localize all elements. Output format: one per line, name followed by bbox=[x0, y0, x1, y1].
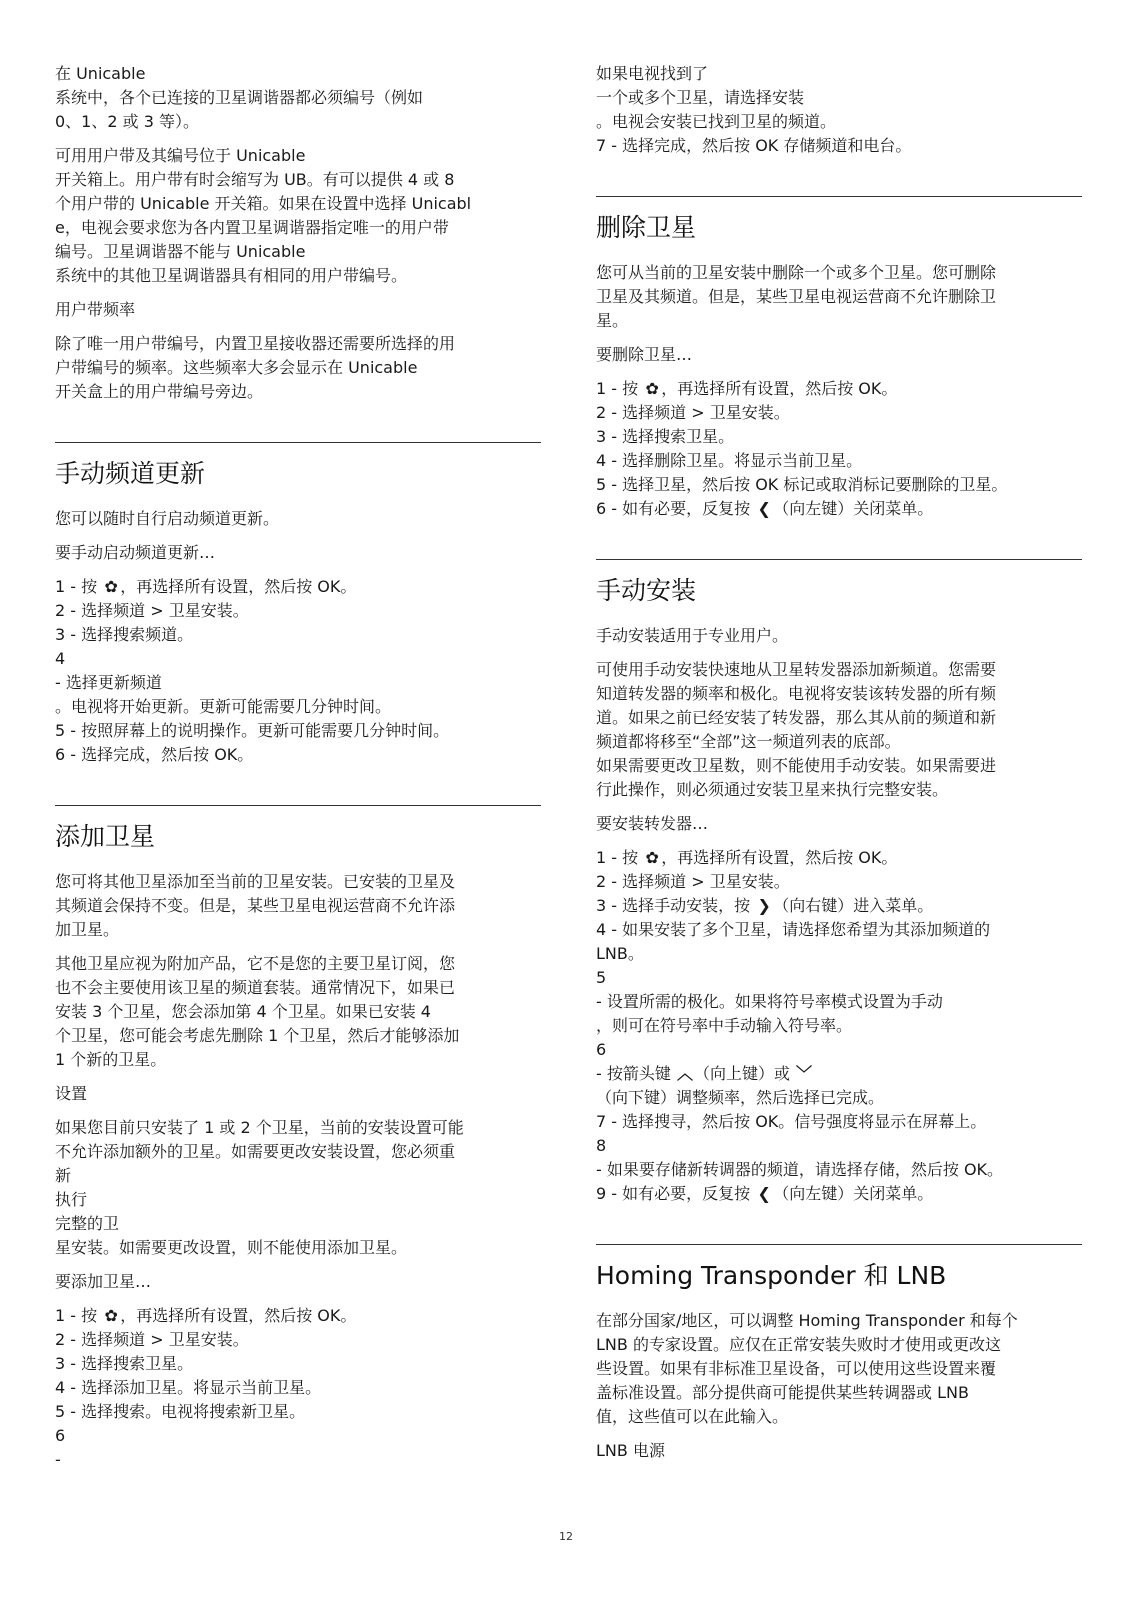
intro-line: 个用户带的 Unicable 开关箱。如果在设置中选择 Unicabl bbox=[55, 194, 472, 213]
step: 3 - 选择手动安装，按 ❯ （向右键）进入菜单。 bbox=[596, 894, 1082, 918]
page-number: 12 bbox=[559, 1530, 573, 1543]
paragraph-line: 道。如果之前已经安装了转发器，那么其从前的频道和新 bbox=[596, 708, 997, 727]
paragraph-line: 您可将其他卫星添加至当前的卫星安装。已安装的卫星及 bbox=[55, 872, 456, 891]
right-column bbox=[596, 62, 1082, 1463]
paragraph-line: 不允许添加额外的卫星。如需要更改安装设置，您必须重 bbox=[55, 1142, 456, 1161]
paragraph-line: 行此操作，则必须通过安装卫星来执行完整安装。 bbox=[596, 780, 949, 799]
paragraph-line: 加卫星。 bbox=[55, 920, 120, 939]
step: 5 - 按照屏幕上的说明操作。更新可能需要几分钟时间。 bbox=[55, 721, 450, 740]
step: 6 - 如有必要，反复按 ❮ （向左键）关闭菜单。 bbox=[596, 497, 1082, 521]
paragraph-line: 您可从当前的卫星安装中删除一个或多个卫星。您可删除 bbox=[596, 263, 997, 282]
step: 2 - 选择频道 > 卫星安装。 bbox=[55, 1330, 249, 1349]
paragraph-line: 星安装。如需要更改设置，则不能使用添加卫星。 bbox=[55, 1238, 408, 1257]
paragraph-line: 其他卫星应视为附加产品，它不是您的主要卫星订阅，您 bbox=[55, 954, 456, 973]
paragraph-line: 盖标准设置。部分提供商可能提供某些转调器或 LNB bbox=[596, 1383, 969, 1402]
step: 1 - 按 ✿ ，再选择所有设置，然后按 OK。 bbox=[596, 846, 1082, 870]
intro-line: 系统中，各个已连接的卫星调谐器都必须编号（例如 bbox=[55, 88, 424, 107]
step: 4 - 如果安装了多个卫星，请选择您希望为其添加频道的 bbox=[596, 920, 991, 939]
intro-line: 开关盒上的用户带编号旁边。 bbox=[55, 382, 264, 401]
paragraph-line: 安装 3 个卫星，您会添加第 4 个卫星。如果已安装 4 bbox=[55, 1002, 431, 1021]
step: 3 - 选择搜索卫星。 bbox=[55, 1354, 194, 1373]
intro-line: 户带编号的频率。这些频率大多会显示在 Unicable bbox=[55, 358, 418, 377]
paragraph: 要添加卫星… bbox=[55, 1272, 152, 1291]
section-manual-update bbox=[55, 442, 541, 767]
section-title: 手动频道更新 bbox=[55, 459, 206, 488]
intro-line: 编号。卫星调谐器不能与 Unicable bbox=[55, 242, 306, 261]
paragraph: 要安装转发器… bbox=[596, 814, 709, 833]
intro-line: 一个或多个卫星，请选择安装 bbox=[596, 88, 805, 107]
paragraph: 要删除卫星… bbox=[596, 345, 693, 364]
intro-line: 系统中的其他卫星调谐器具有相同的用户带编号。 bbox=[55, 266, 408, 285]
step: 6 bbox=[55, 1426, 66, 1445]
step: 8 bbox=[596, 1136, 607, 1155]
step: 3 - 选择搜索频道。 bbox=[55, 625, 194, 644]
paragraph-line: 执行 bbox=[55, 1190, 88, 1209]
chevron-left-icon: ❮ bbox=[757, 1184, 771, 1203]
section-homing-transponder bbox=[596, 1244, 1082, 1463]
chevron-left-icon: ❮ bbox=[757, 499, 771, 518]
settings-icon: ✿ bbox=[645, 848, 659, 867]
step: 1 - 按 ✿ ，再选择所有设置，然后按 OK。 bbox=[55, 1304, 541, 1328]
intro-line: 可用用户带及其编号位于 Unicable bbox=[55, 146, 306, 165]
intro-line: e，电视会要求您为各内置卫星调谐器指定唯一的用户带 bbox=[55, 218, 449, 237]
step: - 如果要存储新转调器的频道，请选择存储，然后按 OK。 bbox=[596, 1160, 1004, 1179]
section-add-satellite bbox=[55, 805, 541, 1472]
paragraph-line: 卫星及其频道。但是，某些卫星电视运营商不允许删除卫 bbox=[596, 287, 997, 306]
chevron-down-icon: ﹀ bbox=[796, 1064, 813, 1083]
paragraph-line: 其频道会保持不变。但是，某些卫星电视运营商不允许添 bbox=[55, 896, 456, 915]
paragraph: 手动安装适用于专业用户。 bbox=[596, 626, 789, 645]
step: 1 - 按 ✿ ，再选择所有设置，然后按 OK。 bbox=[55, 575, 541, 599]
step: - bbox=[55, 1450, 61, 1469]
paragraph-line: 些设置。如果有非标准卫星设备，可以使用这些设置来覆 bbox=[596, 1359, 997, 1378]
step: 2 - 选择频道 > 卫星安装。 bbox=[596, 403, 790, 422]
step: 5 bbox=[596, 968, 607, 987]
step: 4 - 选择添加卫星。将显示当前卫星。 bbox=[55, 1378, 322, 1397]
step: 2 - 选择频道 > 卫星安装。 bbox=[596, 872, 790, 891]
step: 5 - 选择卫星，然后按 OK 标记或取消标记要删除的卫星。 bbox=[596, 475, 1008, 494]
step: 4 - 选择删除卫星。将显示当前卫星。 bbox=[596, 451, 863, 470]
step: 4 bbox=[55, 649, 66, 668]
intro-line: 0、1、2 或 3 等）。 bbox=[55, 112, 199, 131]
section-title: 删除卫星 bbox=[596, 213, 697, 242]
paragraph-line: LNB 的专家设置。应仅在正常安装失败时才使用或更改这 bbox=[596, 1335, 1001, 1354]
step: 1 - 按 ✿ ，再选择所有设置，然后按 OK。 bbox=[596, 377, 1082, 401]
section-title: 手动安装 bbox=[596, 576, 697, 605]
intro-line: 。电视会安装已找到卫星的频道。 bbox=[596, 112, 837, 131]
section-manual-install bbox=[596, 559, 1082, 1206]
step: 6 - 选择完成，然后按 OK。 bbox=[55, 745, 254, 764]
step: LNB。 bbox=[596, 944, 644, 963]
paragraph-line: 星。 bbox=[596, 311, 629, 330]
paragraph-line: 值，这些值可以在此输入。 bbox=[596, 1407, 789, 1426]
paragraph-line: 也不会主要使用该卫星的频道套装。通常情况下，如果已 bbox=[55, 978, 456, 997]
paragraph-line: 可使用手动安装快速地从卫星转发器添加新频道。您需要 bbox=[596, 660, 997, 679]
subheading: LNB 电源 bbox=[596, 1441, 665, 1460]
intro-line: 除了唯一用户带编号，内置卫星接收器还需要所选择的用 bbox=[55, 334, 456, 353]
subheading: 用户带频率 bbox=[55, 300, 136, 319]
paragraph: 要手动启动频道更新… bbox=[55, 543, 216, 562]
left-column bbox=[55, 62, 541, 1472]
paragraph-line: 完整的卫 bbox=[55, 1214, 120, 1233]
subheading: 设置 bbox=[55, 1084, 88, 1103]
step: 2 - 选择频道 > 卫星安装。 bbox=[55, 601, 249, 620]
intro-line: 在 Unicable bbox=[55, 64, 146, 83]
step: - 选择更新频道 bbox=[55, 673, 162, 692]
intro-line: 7 - 选择完成，然后按 OK 存储频道和电台。 bbox=[596, 136, 912, 155]
settings-icon: ✿ bbox=[104, 1306, 118, 1325]
paragraph-line: 如果您目前只安装了 1 或 2 个卫星，当前的安装设置可能 bbox=[55, 1118, 464, 1137]
paragraph-line: 在部分国家/地区，可以调整 Homing Transponder 和每个 bbox=[596, 1311, 1018, 1330]
chevron-right-icon: ❯ bbox=[757, 896, 771, 915]
intro-line: 开关箱上。用户带有时会缩写为 UB。有可以提供 4 或 8 bbox=[55, 170, 455, 189]
step: 9 - 如有必要，反复按 ❮ （向左键）关闭菜单。 bbox=[596, 1182, 1082, 1206]
step: （向下键）调整频率，然后选择已完成。 bbox=[596, 1088, 885, 1107]
settings-icon: ✿ bbox=[104, 577, 118, 596]
step: 7 - 选择搜寻，然后按 OK。信号强度将显示在屏幕上。 bbox=[596, 1112, 987, 1131]
section-title: Homing Transponder 和 LNB bbox=[596, 1261, 947, 1290]
step: 。电视将开始更新。更新可能需要几分钟时间。 bbox=[55, 697, 392, 716]
step: 5 - 选择搜索。电视将搜索新卫星。 bbox=[55, 1402, 306, 1421]
intro-line: 如果电视找到了 bbox=[596, 64, 709, 83]
chevron-up-icon: ︿ bbox=[676, 1064, 693, 1083]
section-title: 添加卫星 bbox=[55, 822, 156, 851]
paragraph-line: 频道都将移至“全部”这一频道列表的底部。 bbox=[596, 732, 901, 751]
paragraph-line: 知道转发器的频率和极化。电视将安装该转发器的所有频 bbox=[596, 684, 997, 703]
section-remove-satellite bbox=[596, 196, 1082, 521]
step: - 按箭头键 ︿（向上键）或 ﹀ bbox=[596, 1062, 1082, 1086]
paragraph: 您可以随时自行启动频道更新。 bbox=[55, 509, 280, 528]
step: - 设置所需的极化。如果将符号率模式设置为手动 bbox=[596, 992, 943, 1011]
step: ，则可在符号率中手动输入符号率。 bbox=[596, 1016, 853, 1035]
paragraph-line: 个卫星，您可能会考虑先删除 1 个卫星，然后才能够添加 bbox=[55, 1026, 460, 1045]
step: 6 bbox=[596, 1040, 607, 1059]
paragraph-line: 新 bbox=[55, 1166, 72, 1185]
settings-icon: ✿ bbox=[645, 379, 659, 398]
step: 3 - 选择搜索卫星。 bbox=[596, 427, 735, 446]
paragraph-line: 1 个新的卫星。 bbox=[55, 1050, 167, 1069]
paragraph-line: 如果需要更改卫星数，则不能使用手动安装。如果需要进 bbox=[596, 756, 997, 775]
